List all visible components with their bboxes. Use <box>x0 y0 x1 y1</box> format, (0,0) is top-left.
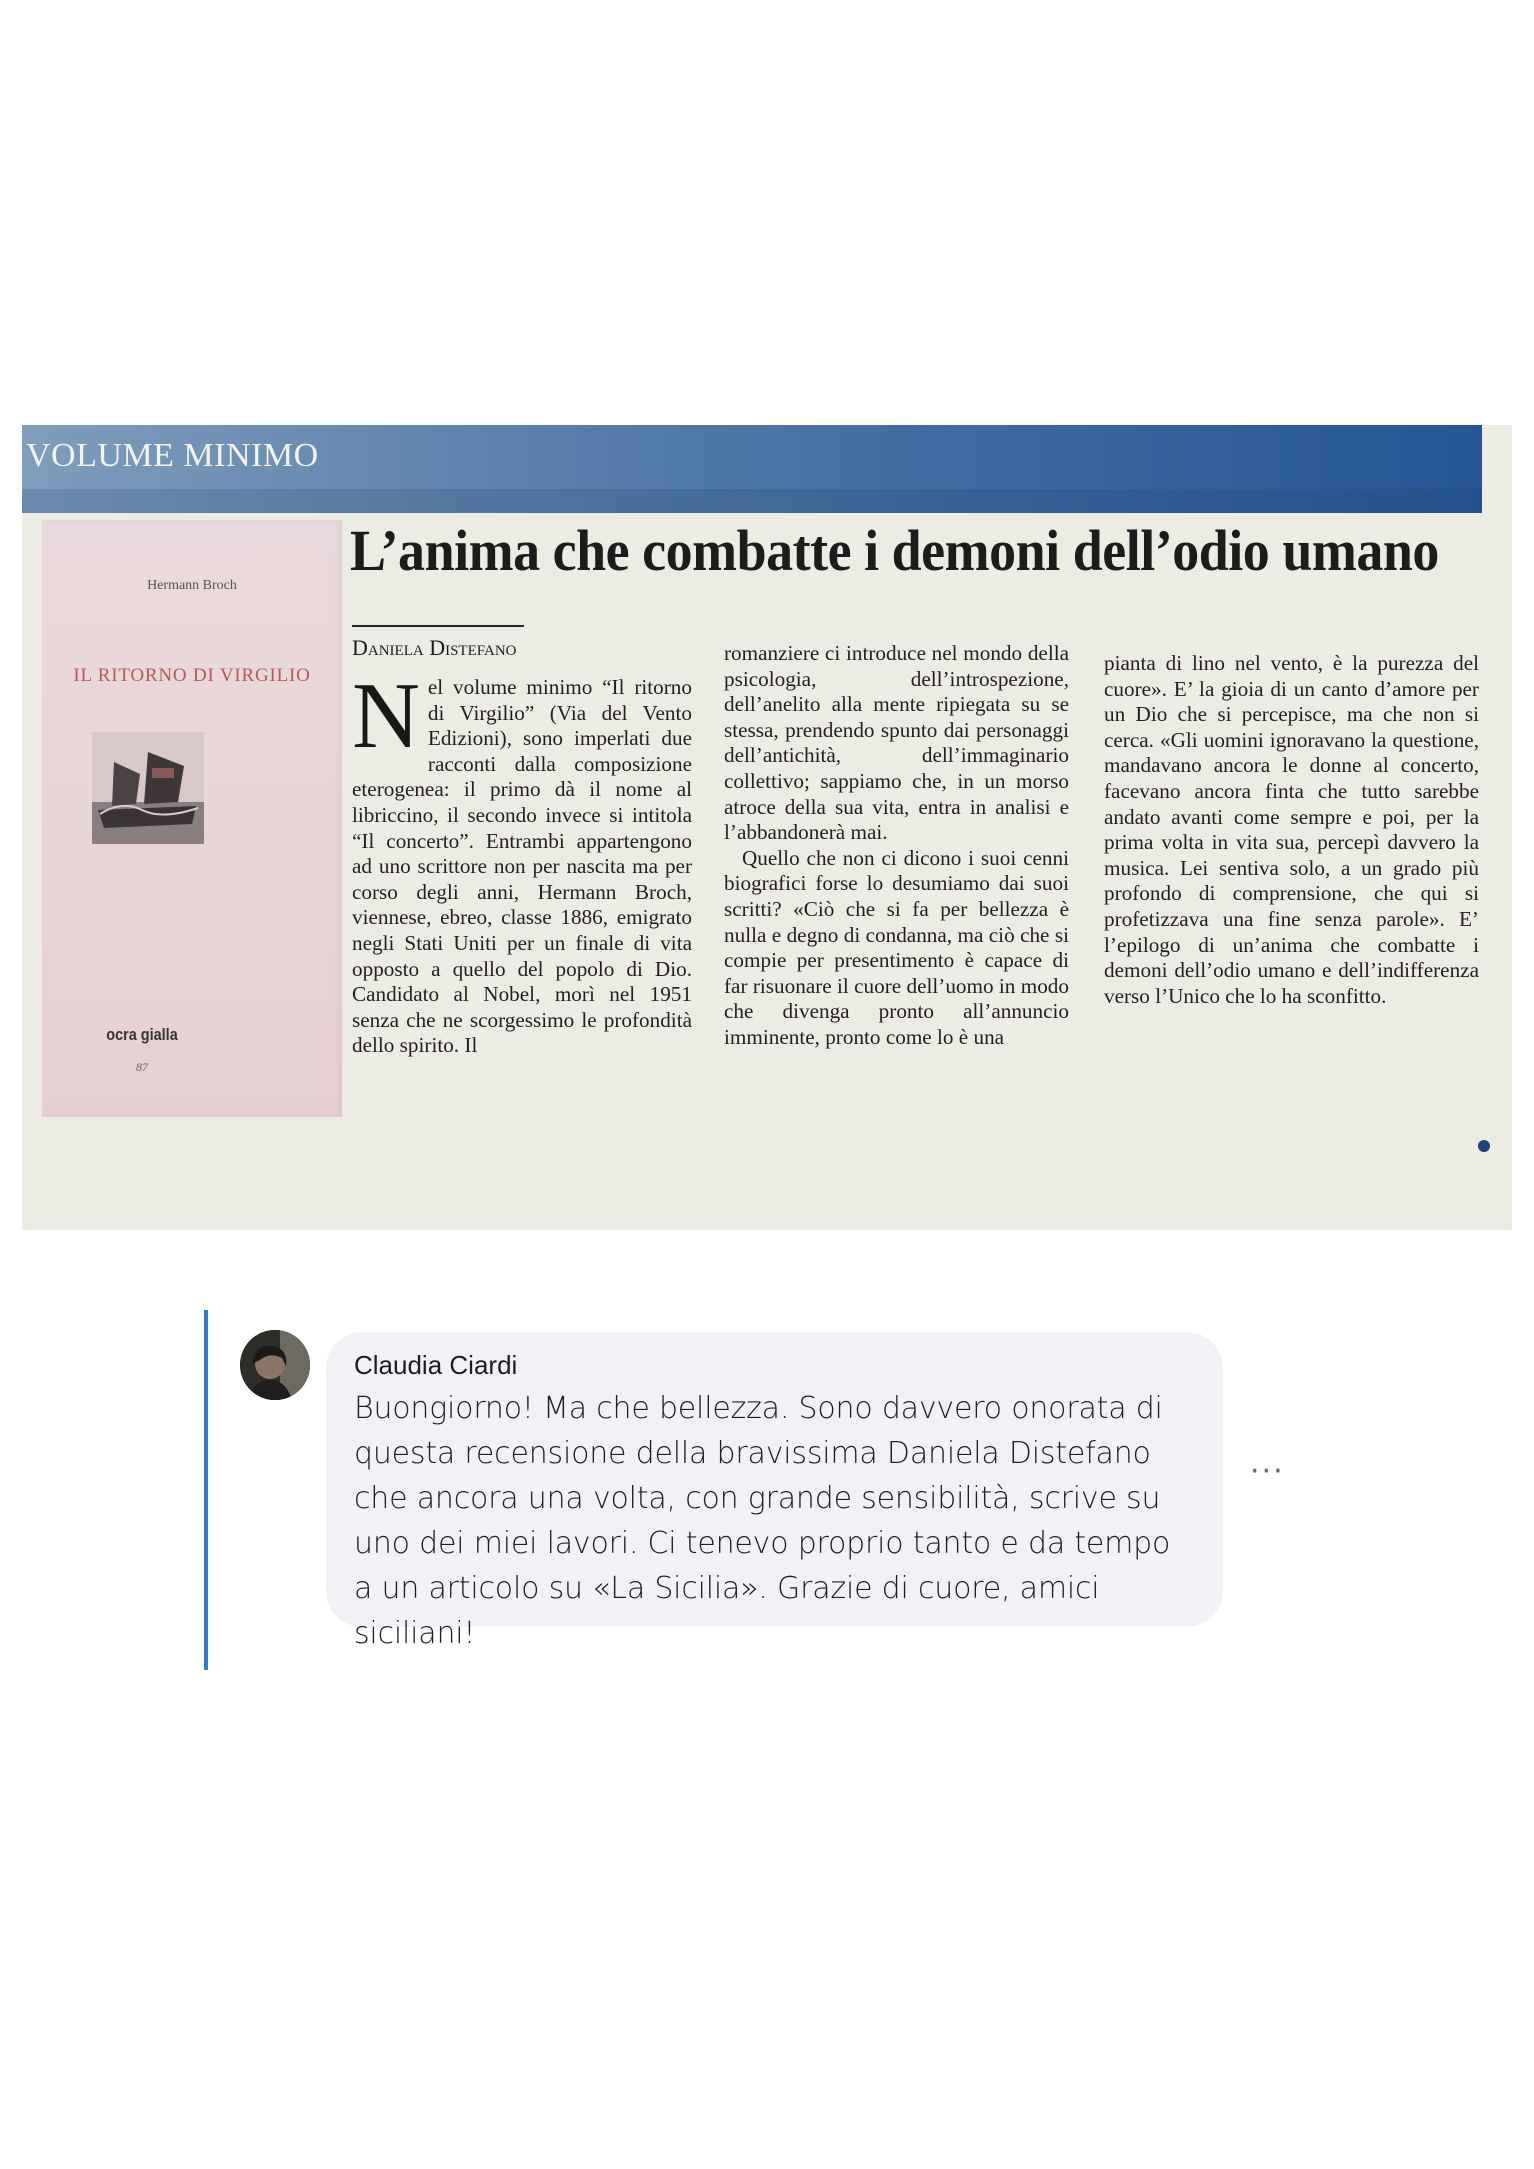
cover-publisher: ocra gialla <box>106 1025 178 1044</box>
paragraph: el volume minimo “Il ritorno di Virgilio” (Via del Vento Edizioni), sono imperlati due racconti dalla composizione eterogenea: il primo dà il nome al libriccino, il secondo invece si intitola “Il concerto”. Entrambi appartengono ad uno scrittore non per nascita ma per corso degli anni, Hermann Broch, viennese, ebreo, classe 1886, emigrato negli Stati Uniti per un finale di vita opposto a quello del popolo di Dio. Candidato al Nobel, morì nel 1951 senza che ne scorgessimo le profondità dello spirito. Il <box>352 675 692 1058</box>
byline-rule <box>352 625 524 627</box>
cover-series-number: 87 <box>136 1060 148 1074</box>
cover-author: Hermann Broch <box>147 578 237 593</box>
drop-cap: N <box>352 664 420 768</box>
article-byline: Daniela Distefano <box>352 635 517 660</box>
profile-photo <box>240 1330 310 1400</box>
band-shade <box>22 489 1482 513</box>
section-band <box>22 425 1482 513</box>
article-headline: L’anima che combatte i demoni dell’odio umano <box>350 518 1439 583</box>
ship-illustration <box>92 732 204 844</box>
paragraph: pianta di lino nel vento, è la purezza del cuore». E’ la gioia di un canto d’amore per un Dio che si percepisce, ma che non si cerca. «Gli uomini ignoravano la questione, mandavano ancora le donne al concerto, facevano ancora finta che tutto sarebbe andato avanti come sempre e poi, per la prima volta in vita sua, percepì davvero la musica. Lei sentiva solo, a un grado più profondo di comprensione, che qui si profetizzava una fine senza parole». E’ l’epilogo di un’anima che combatte i demoni dell’odio umano e dell’indifferenza verso l’Unico che lo ha sconfitto. <box>1104 651 1479 1008</box>
article-end-mark <box>1478 1140 1490 1152</box>
comment-author-link[interactable]: Claudia Ciardi <box>354 1350 518 1380</box>
comment-thread-line <box>204 1310 208 1670</box>
article-column-2 <box>724 641 1069 1051</box>
cover-title: IL RITORNO DI VIRGILIO <box>73 665 311 686</box>
article-column-1 <box>352 664 692 1059</box>
article-column-3 <box>1104 651 1479 1009</box>
avatar[interactable] <box>240 1330 310 1400</box>
book-cover <box>42 520 342 1117</box>
newspaper-clipping <box>22 425 1512 1230</box>
paragraph: Quello che non ci dicono i suoi cenni biografici forse lo desumiamo dai suoi scritti? «Ciò che si fa per bellezza è nulla e degno di condanna, ma ciò che si compie per presentimento è capace di far risuonare il cuore dell’uomo in modo che divenga pronto all’annuncio imminente, pronto come lo è una <box>724 845 1069 1049</box>
section-name: VOLUME MINIMO <box>26 437 319 474</box>
comment-bubble <box>326 1332 1223 1651</box>
comment-text: Buongiorno! Ma che bellezza. Sono davvero onorata di questa recensione della bravissima Daniela Distefano che ancora una volta, con grande sensibilità, scrive su uno dei miei lavori. Ci tenevo proprio tanto e da tempo a un articolo su «La Sicilia». Grazie di cuore, amici siciliani! <box>354 1391 1171 1651</box>
more-options-icon[interactable]: ··· <box>1250 1454 1285 1489</box>
paragraph: romanziere ci introduce nel mondo della psicologia, dell’introspezione, dell’anelito alla mente ripiegata su se stessa, prendendo spunto dai personaggi dell’antichità, dell’immaginario collettivo; sappiamo che, in un morso atroce della sua vita, entra in analisi e l’abbandonerà mai. <box>724 641 1069 845</box>
